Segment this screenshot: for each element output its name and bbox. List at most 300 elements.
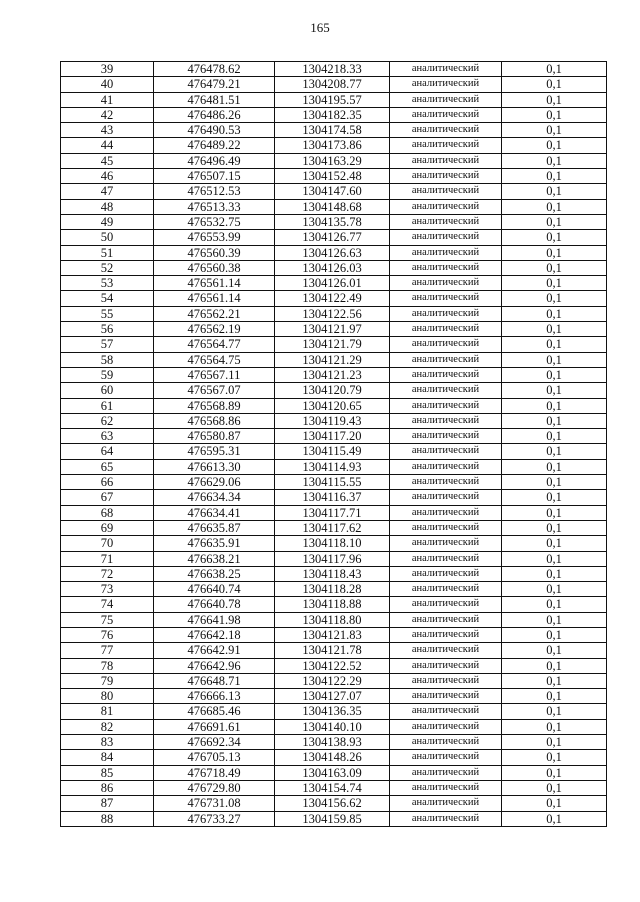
point-number-cell: 52	[61, 260, 154, 275]
method-cell: аналитический	[390, 750, 502, 765]
point-number-cell: 68	[61, 505, 154, 520]
table-row	[61, 92, 607, 107]
x-coordinate-cell: 476567.07	[154, 383, 275, 398]
method-cell: аналитический	[390, 627, 502, 642]
point-number-cell: 40	[61, 77, 154, 92]
point-number-cell: 85	[61, 765, 154, 780]
x-coordinate-cell: 476613.30	[154, 459, 275, 474]
point-number-cell: 44	[61, 138, 154, 153]
point-number-cell: 76	[61, 627, 154, 642]
point-number-cell: 58	[61, 352, 154, 367]
error-cell: 0,1	[502, 566, 607, 581]
point-number-cell: 69	[61, 520, 154, 535]
table-row	[61, 352, 607, 367]
method-cell: аналитический	[390, 582, 502, 597]
y-coordinate-cell: 1304118.80	[275, 612, 390, 627]
table-row	[61, 780, 607, 795]
table-row	[61, 811, 607, 826]
point-number-cell: 74	[61, 597, 154, 612]
error-cell: 0,1	[502, 184, 607, 199]
method-cell: аналитический	[390, 796, 502, 811]
table-row	[61, 689, 607, 704]
table-row	[61, 214, 607, 229]
point-number-cell: 87	[61, 796, 154, 811]
method-cell: аналитический	[390, 306, 502, 321]
error-cell: 0,1	[502, 62, 607, 77]
method-cell: аналитический	[390, 62, 502, 77]
table-row	[61, 765, 607, 780]
method-cell: аналитический	[390, 612, 502, 627]
error-cell: 0,1	[502, 520, 607, 535]
error-cell: 0,1	[502, 750, 607, 765]
y-coordinate-cell: 1304135.78	[275, 214, 390, 229]
error-cell: 0,1	[502, 276, 607, 291]
x-coordinate-cell: 476634.41	[154, 505, 275, 520]
method-cell: аналитический	[390, 245, 502, 260]
table-row	[61, 123, 607, 138]
method-cell: аналитический	[390, 780, 502, 795]
point-number-cell: 71	[61, 551, 154, 566]
method-cell: аналитический	[390, 490, 502, 505]
table-row	[61, 796, 607, 811]
method-cell: аналитический	[390, 184, 502, 199]
error-cell: 0,1	[502, 260, 607, 275]
method-cell: аналитический	[390, 704, 502, 719]
x-coordinate-cell: 476568.89	[154, 398, 275, 413]
error-cell: 0,1	[502, 658, 607, 673]
table-row	[61, 673, 607, 688]
table-row	[61, 566, 607, 581]
table-row	[61, 291, 607, 306]
error-cell: 0,1	[502, 77, 607, 92]
point-number-cell: 42	[61, 107, 154, 122]
x-coordinate-cell: 476629.06	[154, 475, 275, 490]
error-cell: 0,1	[502, 214, 607, 229]
table-row	[61, 62, 607, 77]
error-cell: 0,1	[502, 367, 607, 382]
error-cell: 0,1	[502, 551, 607, 566]
method-cell: аналитический	[390, 551, 502, 566]
y-coordinate-cell: 1304182.35	[275, 107, 390, 122]
y-coordinate-cell: 1304122.29	[275, 673, 390, 688]
table-row	[61, 490, 607, 505]
y-coordinate-cell: 1304173.86	[275, 138, 390, 153]
point-number-cell: 88	[61, 811, 154, 826]
error-cell: 0,1	[502, 398, 607, 413]
table-row	[61, 643, 607, 658]
point-number-cell: 80	[61, 689, 154, 704]
y-coordinate-cell: 1304126.01	[275, 276, 390, 291]
y-coordinate-cell: 1304118.88	[275, 597, 390, 612]
method-cell: аналитический	[390, 475, 502, 490]
x-coordinate-cell: 476580.87	[154, 429, 275, 444]
x-coordinate-cell: 476562.19	[154, 322, 275, 337]
point-number-cell: 59	[61, 367, 154, 382]
x-coordinate-cell: 476729.80	[154, 780, 275, 795]
y-coordinate-cell: 1304174.58	[275, 123, 390, 138]
point-number-cell: 73	[61, 582, 154, 597]
error-cell: 0,1	[502, 291, 607, 306]
table-row	[61, 719, 607, 734]
error-cell: 0,1	[502, 704, 607, 719]
error-cell: 0,1	[502, 689, 607, 704]
page-number: 165	[310, 20, 330, 35]
x-coordinate-cell: 476642.91	[154, 643, 275, 658]
error-cell: 0,1	[502, 612, 607, 627]
x-coordinate-cell: 476638.21	[154, 551, 275, 566]
error-cell: 0,1	[502, 230, 607, 245]
x-coordinate-cell: 476640.74	[154, 582, 275, 597]
table-row	[61, 337, 607, 352]
table-row	[61, 398, 607, 413]
error-cell: 0,1	[502, 811, 607, 826]
point-number-cell: 77	[61, 643, 154, 658]
x-coordinate-cell: 476496.49	[154, 153, 275, 168]
error-cell: 0,1	[502, 352, 607, 367]
table-row	[61, 597, 607, 612]
point-number-cell: 51	[61, 245, 154, 260]
x-coordinate-cell: 476692.34	[154, 735, 275, 750]
method-cell: аналитический	[390, 230, 502, 245]
x-coordinate-cell: 476553.99	[154, 230, 275, 245]
method-cell: аналитический	[390, 107, 502, 122]
table-row	[61, 658, 607, 673]
table-row	[61, 276, 607, 291]
x-coordinate-cell: 476635.91	[154, 536, 275, 551]
point-number-cell: 75	[61, 612, 154, 627]
point-number-cell: 72	[61, 566, 154, 581]
y-coordinate-cell: 1304126.63	[275, 245, 390, 260]
method-cell: аналитический	[390, 352, 502, 367]
point-number-cell: 57	[61, 337, 154, 352]
table-row	[61, 138, 607, 153]
table-row	[61, 475, 607, 490]
method-cell: аналитический	[390, 123, 502, 138]
point-number-cell: 83	[61, 735, 154, 750]
point-number-cell: 66	[61, 475, 154, 490]
y-coordinate-cell: 1304154.74	[275, 780, 390, 795]
point-number-cell: 70	[61, 536, 154, 551]
table-row	[61, 77, 607, 92]
table-row	[61, 582, 607, 597]
y-coordinate-cell: 1304138.93	[275, 735, 390, 750]
point-number-cell: 45	[61, 153, 154, 168]
point-number-cell: 63	[61, 429, 154, 444]
table-row	[61, 413, 607, 428]
error-cell: 0,1	[502, 719, 607, 734]
method-cell: аналитический	[390, 811, 502, 826]
point-number-cell: 53	[61, 276, 154, 291]
method-cell: аналитический	[390, 765, 502, 780]
error-cell: 0,1	[502, 673, 607, 688]
table-row	[61, 551, 607, 566]
error-cell: 0,1	[502, 505, 607, 520]
error-cell: 0,1	[502, 322, 607, 337]
error-cell: 0,1	[502, 475, 607, 490]
error-cell: 0,1	[502, 780, 607, 795]
x-coordinate-cell: 476512.53	[154, 184, 275, 199]
x-coordinate-cell: 476479.21	[154, 77, 275, 92]
x-coordinate-cell: 476481.51	[154, 92, 275, 107]
error-cell: 0,1	[502, 765, 607, 780]
y-coordinate-cell: 1304195.57	[275, 92, 390, 107]
x-coordinate-cell: 476486.26	[154, 107, 275, 122]
y-coordinate-cell: 1304115.55	[275, 475, 390, 490]
y-coordinate-cell: 1304117.71	[275, 505, 390, 520]
x-coordinate-cell: 476642.18	[154, 627, 275, 642]
point-number-cell: 60	[61, 383, 154, 398]
point-number-cell: 55	[61, 306, 154, 321]
error-cell: 0,1	[502, 199, 607, 214]
table-row	[61, 230, 607, 245]
method-cell: аналитический	[390, 429, 502, 444]
error-cell: 0,1	[502, 245, 607, 260]
method-cell: аналитический	[390, 413, 502, 428]
error-cell: 0,1	[502, 643, 607, 658]
y-coordinate-cell: 1304117.62	[275, 520, 390, 535]
y-coordinate-cell: 1304148.26	[275, 750, 390, 765]
y-coordinate-cell: 1304119.43	[275, 413, 390, 428]
x-coordinate-cell: 476489.22	[154, 138, 275, 153]
x-coordinate-cell: 476666.13	[154, 689, 275, 704]
point-number-cell: 49	[61, 214, 154, 229]
x-coordinate-cell: 476641.98	[154, 612, 275, 627]
y-coordinate-cell: 1304120.79	[275, 383, 390, 398]
method-cell: аналитический	[390, 260, 502, 275]
y-coordinate-cell: 1304136.35	[275, 704, 390, 719]
y-coordinate-cell: 1304140.10	[275, 719, 390, 734]
y-coordinate-cell: 1304127.07	[275, 689, 390, 704]
y-coordinate-cell: 1304163.09	[275, 765, 390, 780]
point-number-cell: 67	[61, 490, 154, 505]
table-row	[61, 627, 607, 642]
table-row	[61, 245, 607, 260]
y-coordinate-cell: 1304159.85	[275, 811, 390, 826]
x-coordinate-cell: 476507.15	[154, 169, 275, 184]
table-row	[61, 444, 607, 459]
x-coordinate-cell: 476635.87	[154, 520, 275, 535]
point-number-cell: 86	[61, 780, 154, 795]
point-number-cell: 48	[61, 199, 154, 214]
error-cell: 0,1	[502, 582, 607, 597]
error-cell: 0,1	[502, 429, 607, 444]
y-coordinate-cell: 1304116.37	[275, 490, 390, 505]
method-cell: аналитический	[390, 337, 502, 352]
error-cell: 0,1	[502, 536, 607, 551]
y-coordinate-cell: 1304118.43	[275, 566, 390, 581]
point-number-cell: 61	[61, 398, 154, 413]
method-cell: аналитический	[390, 444, 502, 459]
x-coordinate-cell: 476560.39	[154, 245, 275, 260]
error-cell: 0,1	[502, 597, 607, 612]
point-number-cell: 62	[61, 413, 154, 428]
table-row	[61, 429, 607, 444]
table-row	[61, 704, 607, 719]
x-coordinate-cell: 476731.08	[154, 796, 275, 811]
point-number-cell: 46	[61, 169, 154, 184]
x-coordinate-cell: 476567.11	[154, 367, 275, 382]
y-coordinate-cell: 1304118.28	[275, 582, 390, 597]
y-coordinate-cell: 1304208.77	[275, 77, 390, 92]
y-coordinate-cell: 1304120.65	[275, 398, 390, 413]
x-coordinate-cell: 476640.78	[154, 597, 275, 612]
y-coordinate-cell: 1304117.96	[275, 551, 390, 566]
y-coordinate-cell: 1304122.56	[275, 306, 390, 321]
y-coordinate-cell: 1304117.20	[275, 429, 390, 444]
point-number-cell: 65	[61, 459, 154, 474]
x-coordinate-cell: 476733.27	[154, 811, 275, 826]
x-coordinate-cell: 476478.62	[154, 62, 275, 77]
table-row	[61, 459, 607, 474]
method-cell: аналитический	[390, 673, 502, 688]
point-number-cell: 84	[61, 750, 154, 765]
method-cell: аналитический	[390, 505, 502, 520]
method-cell: аналитический	[390, 214, 502, 229]
y-coordinate-cell: 1304156.62	[275, 796, 390, 811]
x-coordinate-cell: 476634.34	[154, 490, 275, 505]
error-cell: 0,1	[502, 796, 607, 811]
method-cell: аналитический	[390, 169, 502, 184]
y-coordinate-cell: 1304121.78	[275, 643, 390, 658]
method-cell: аналитический	[390, 322, 502, 337]
x-coordinate-cell: 476562.21	[154, 306, 275, 321]
x-coordinate-cell: 476638.25	[154, 566, 275, 581]
table-row	[61, 199, 607, 214]
y-coordinate-cell: 1304121.79	[275, 337, 390, 352]
x-coordinate-cell: 476691.61	[154, 719, 275, 734]
error-cell: 0,1	[502, 153, 607, 168]
point-number-cell: 82	[61, 719, 154, 734]
method-cell: аналитический	[390, 536, 502, 551]
x-coordinate-cell: 476718.49	[154, 765, 275, 780]
x-coordinate-cell: 476490.53	[154, 123, 275, 138]
point-number-cell: 41	[61, 92, 154, 107]
method-cell: аналитический	[390, 383, 502, 398]
error-cell: 0,1	[502, 107, 607, 122]
table-row	[61, 306, 607, 321]
method-cell: аналитический	[390, 276, 502, 291]
method-cell: аналитический	[390, 643, 502, 658]
error-cell: 0,1	[502, 735, 607, 750]
error-cell: 0,1	[502, 306, 607, 321]
y-coordinate-cell: 1304126.77	[275, 230, 390, 245]
y-coordinate-cell: 1304115.49	[275, 444, 390, 459]
table-row	[61, 367, 607, 382]
point-number-cell: 64	[61, 444, 154, 459]
method-cell: аналитический	[390, 153, 502, 168]
coordinates-table-body	[61, 62, 607, 827]
x-coordinate-cell: 476561.14	[154, 276, 275, 291]
point-number-cell: 56	[61, 322, 154, 337]
x-coordinate-cell: 476561.14	[154, 291, 275, 306]
method-cell: аналитический	[390, 566, 502, 581]
point-number-cell: 54	[61, 291, 154, 306]
x-coordinate-cell: 476685.46	[154, 704, 275, 719]
y-coordinate-cell: 1304218.33	[275, 62, 390, 77]
error-cell: 0,1	[502, 490, 607, 505]
error-cell: 0,1	[502, 413, 607, 428]
table-row	[61, 107, 607, 122]
x-coordinate-cell: 476513.33	[154, 199, 275, 214]
table-row	[61, 260, 607, 275]
error-cell: 0,1	[502, 123, 607, 138]
y-coordinate-cell: 1304121.29	[275, 352, 390, 367]
y-coordinate-cell: 1304126.03	[275, 260, 390, 275]
x-coordinate-cell: 476705.13	[154, 750, 275, 765]
y-coordinate-cell: 1304152.48	[275, 169, 390, 184]
method-cell: аналитический	[390, 735, 502, 750]
method-cell: аналитический	[390, 597, 502, 612]
table-row	[61, 153, 607, 168]
method-cell: аналитический	[390, 138, 502, 153]
x-coordinate-cell: 476648.71	[154, 673, 275, 688]
error-cell: 0,1	[502, 383, 607, 398]
table-row	[61, 536, 607, 551]
error-cell: 0,1	[502, 627, 607, 642]
y-coordinate-cell: 1304118.10	[275, 536, 390, 551]
method-cell: аналитический	[390, 520, 502, 535]
error-cell: 0,1	[502, 92, 607, 107]
y-coordinate-cell: 1304114.93	[275, 459, 390, 474]
y-coordinate-cell: 1304122.49	[275, 291, 390, 306]
method-cell: аналитический	[390, 658, 502, 673]
method-cell: аналитический	[390, 459, 502, 474]
x-coordinate-cell: 476595.31	[154, 444, 275, 459]
method-cell: аналитический	[390, 199, 502, 214]
table-row	[61, 735, 607, 750]
point-number-cell: 79	[61, 673, 154, 688]
y-coordinate-cell: 1304148.68	[275, 199, 390, 214]
y-coordinate-cell: 1304163.29	[275, 153, 390, 168]
error-cell: 0,1	[502, 459, 607, 474]
x-coordinate-cell: 476564.75	[154, 352, 275, 367]
y-coordinate-cell: 1304121.97	[275, 322, 390, 337]
point-number-cell: 39	[61, 62, 154, 77]
coordinates-table	[60, 61, 607, 827]
y-coordinate-cell: 1304122.52	[275, 658, 390, 673]
method-cell: аналитический	[390, 398, 502, 413]
x-coordinate-cell: 476642.96	[154, 658, 275, 673]
x-coordinate-cell: 476532.75	[154, 214, 275, 229]
table-row	[61, 184, 607, 199]
point-number-cell: 43	[61, 123, 154, 138]
error-cell: 0,1	[502, 169, 607, 184]
method-cell: аналитический	[390, 689, 502, 704]
table-row	[61, 505, 607, 520]
error-cell: 0,1	[502, 337, 607, 352]
y-coordinate-cell: 1304147.60	[275, 184, 390, 199]
point-number-cell: 78	[61, 658, 154, 673]
table-row	[61, 612, 607, 627]
method-cell: аналитический	[390, 77, 502, 92]
table-row	[61, 383, 607, 398]
y-coordinate-cell: 1304121.23	[275, 367, 390, 382]
method-cell: аналитический	[390, 291, 502, 306]
method-cell: аналитический	[390, 719, 502, 734]
x-coordinate-cell: 476560.38	[154, 260, 275, 275]
table-row	[61, 520, 607, 535]
x-coordinate-cell: 476564.77	[154, 337, 275, 352]
table-row	[61, 169, 607, 184]
method-cell: аналитический	[390, 92, 502, 107]
method-cell: аналитический	[390, 367, 502, 382]
y-coordinate-cell: 1304121.83	[275, 627, 390, 642]
point-number-cell: 50	[61, 230, 154, 245]
table-row	[61, 322, 607, 337]
error-cell: 0,1	[502, 444, 607, 459]
table-row	[61, 750, 607, 765]
x-coordinate-cell: 476568.86	[154, 413, 275, 428]
